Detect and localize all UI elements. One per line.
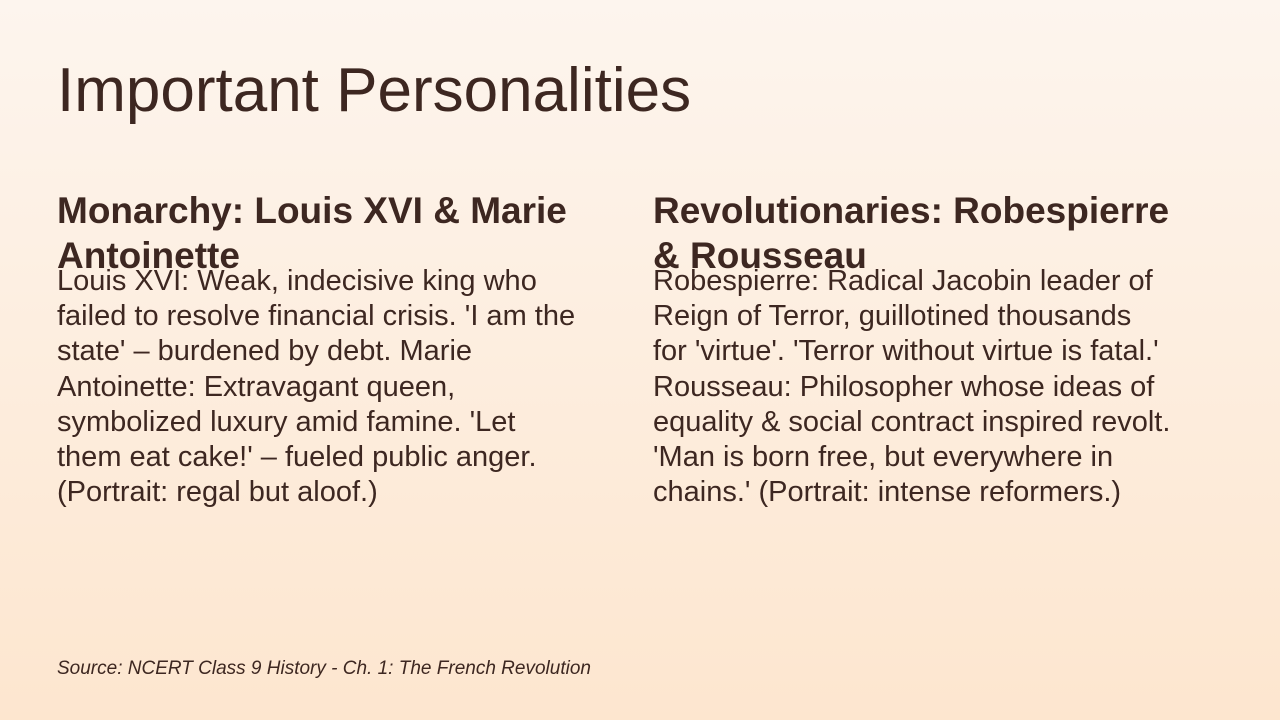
- revolutionaries-column: [653, 188, 1188, 509]
- monarchy-column: [57, 188, 592, 509]
- revolutionaries-heading: Revolutionaries: Robespierre & Rousseau: [653, 190, 1170, 276]
- revolutionaries-description: Robespierre: Radical Jacobin leader of Reign of Terror, guillotined thousands for 'virtue'. 'Terror without virtue is fatal.' Rousseau: Philosopher whose ideas of equality & social contract inspired revolt. 'Man is born free, but everywhere in chains.' (Portrait: intense reformers.): [653, 265, 1171, 509]
- monarchy-heading: Monarchy: Louis XVI & Marie Antoinette: [57, 190, 567, 276]
- monarchy-description: Louis XVI: Weak, indecisive king who failed to resolve financial crisis. 'I am the state' – burdened by debt. Marie Antoinette: Extravagant queen, symbolized luxury amid famine. 'Let them eat cake!' – fueled public anger. (Portrait: regal but aloof.): [57, 265, 576, 509]
- slide-title: Important Personalities: [57, 56, 692, 125]
- source-citation: Source: NCERT Class 9 History - Ch. 1: The French Revolution: [57, 658, 591, 679]
